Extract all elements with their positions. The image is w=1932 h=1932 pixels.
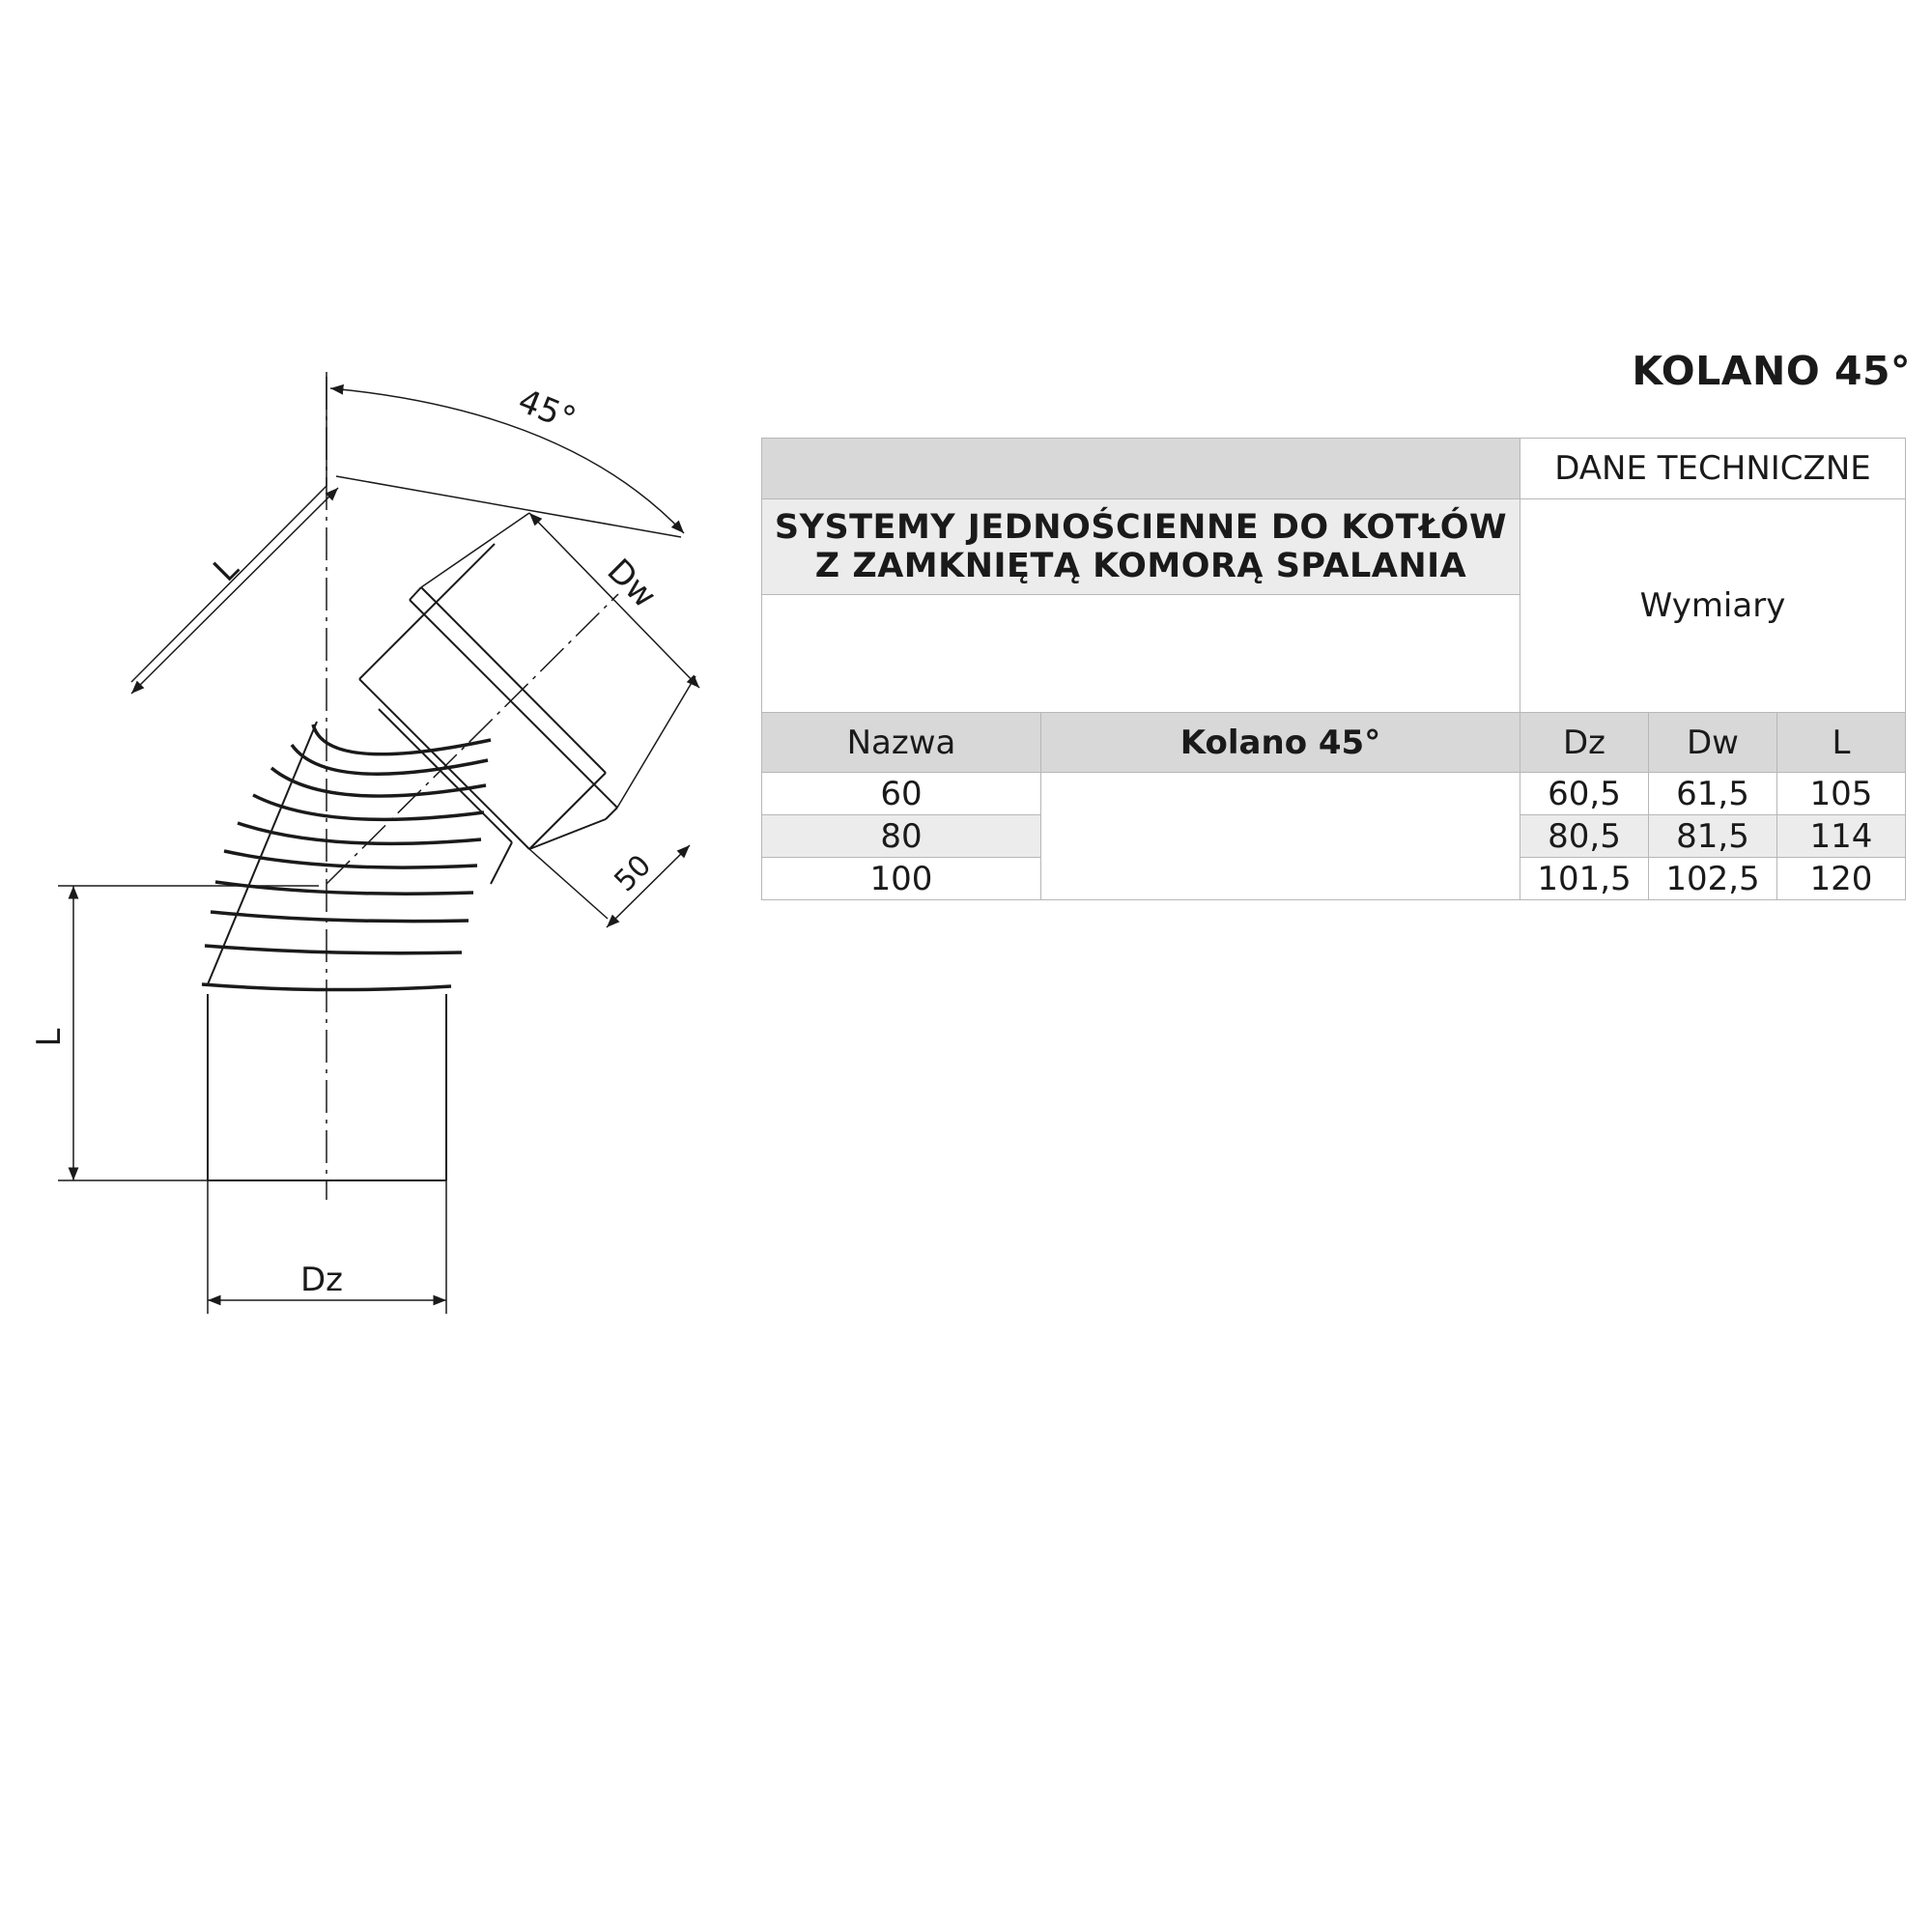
l-vertical-label: L bbox=[30, 1028, 69, 1047]
page-title: KOLANO 45° bbox=[1632, 348, 1911, 394]
row-l: 120 bbox=[1777, 858, 1906, 900]
socket-50-label: 50 bbox=[608, 848, 659, 899]
row-name: 60 bbox=[762, 773, 1041, 815]
angle-dimension-arc bbox=[330, 388, 684, 533]
row-name: 100 bbox=[762, 858, 1041, 900]
table-header-spacer bbox=[762, 439, 1520, 499]
l-angled-label: L bbox=[206, 549, 247, 590]
dw-label: Dw bbox=[599, 551, 665, 616]
column-dw-header: Dw bbox=[1649, 713, 1777, 773]
row-dw: 102,5 bbox=[1649, 858, 1777, 900]
elbow-technical-drawing bbox=[0, 0, 734, 1352]
technical-data-table bbox=[761, 438, 1906, 900]
row-dw: 81,5 bbox=[1649, 815, 1777, 858]
dw-dimension bbox=[529, 513, 699, 688]
row-dz: 80,5 bbox=[1520, 815, 1649, 858]
row-l: 114 bbox=[1777, 815, 1906, 858]
row-l: 105 bbox=[1777, 773, 1906, 815]
table-row bbox=[762, 773, 1906, 815]
system-title bbox=[762, 499, 1520, 595]
l-dimension-angled bbox=[131, 488, 338, 694]
system-title-line-2: Z ZAMKNIĘTĄ KOMORĄ SPALANIA bbox=[814, 547, 1467, 585]
column-name-header: Nazwa bbox=[762, 713, 1041, 773]
row-dz: 101,5 bbox=[1520, 858, 1649, 900]
column-dz-header: Dz bbox=[1520, 713, 1649, 773]
column-product-header: Kolano 45° bbox=[1041, 713, 1520, 773]
row-dw: 61,5 bbox=[1649, 773, 1777, 815]
bend-left-contour bbox=[208, 722, 317, 984]
dz-label: Dz bbox=[299, 1261, 344, 1299]
angle-label: 45° bbox=[512, 381, 582, 440]
product-column-blank bbox=[1041, 773, 1520, 900]
row-name: 80 bbox=[762, 815, 1041, 858]
dimensions-label: Wymiary bbox=[1520, 499, 1906, 713]
row-dz: 60,5 bbox=[1520, 773, 1649, 815]
system-title-blank-area bbox=[762, 595, 1520, 713]
technical-data-header: DANE TECHNICZNE bbox=[1520, 439, 1906, 499]
column-l-header: L bbox=[1777, 713, 1906, 773]
system-title-line-1: SYSTEMY JEDNOŚCIENNE DO KOTŁÓW bbox=[774, 508, 1508, 547]
